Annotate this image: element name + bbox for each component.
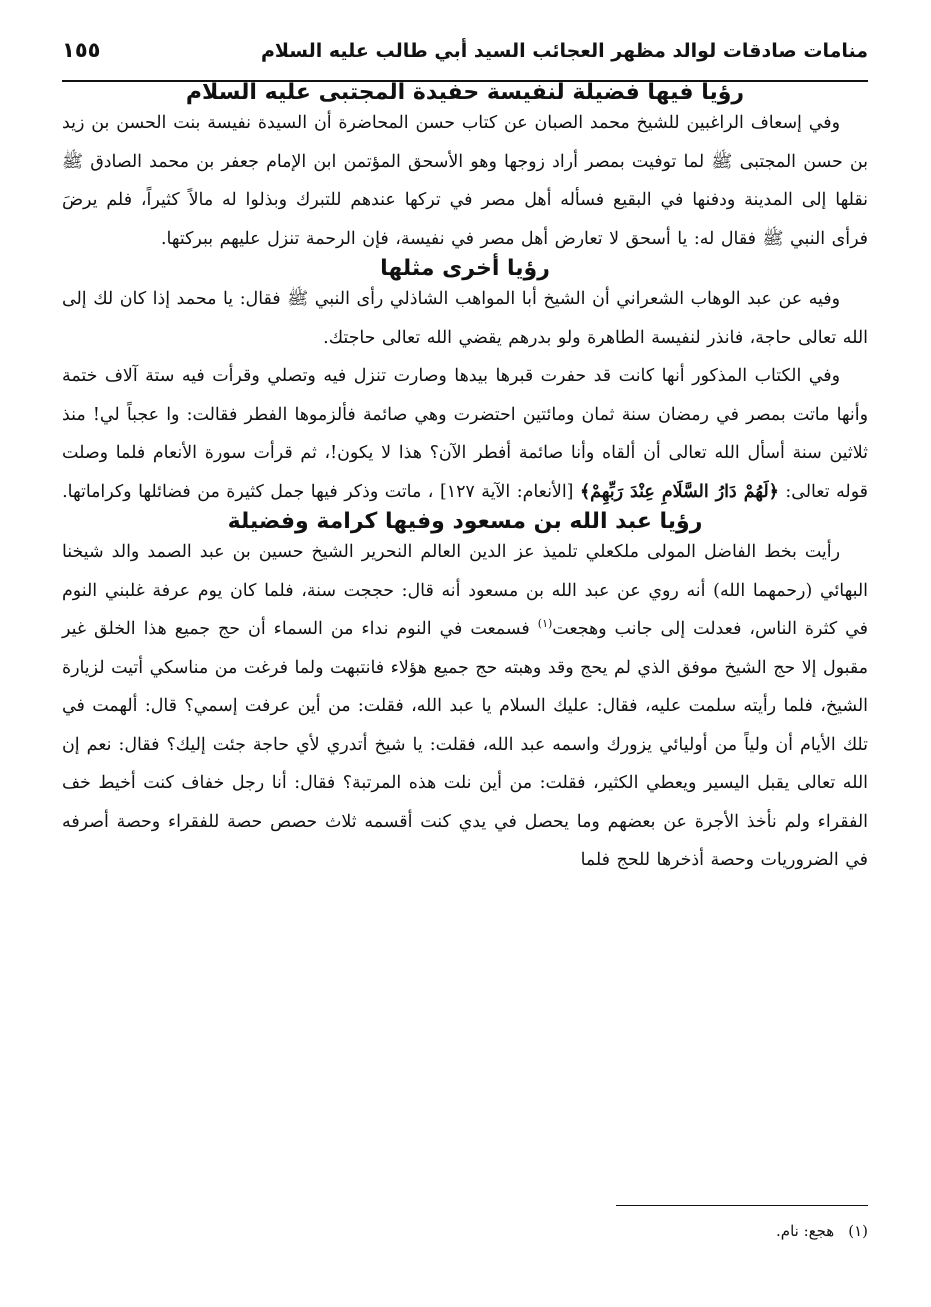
- section-heading-nafisa-virtue: رؤيا فيها فضيلة لنفيسة حفيدة المجتبى عليه السلام: [185, 80, 745, 105]
- running-title: منامات صادقات لوالد مظهر العجائب السيد أبي طالب عليه السلام: [260, 40, 868, 62]
- paragraph-nafisa-burial: وفي إسعاف الراغبين للشيخ محمد الصبان عن كتاب حسن المحاضرة أن السيدة نفيسة بنت الحسن بن زيد بن حسن المجتبى ﷺ لما توفيت بمصر أراد زوجها وهو الأسحق المؤتمن ابن الإمام جعفر بن محمد الصادق ﷺ نقلها إلى المدينة ودفنها في البقيع فسأله أهل مصر في تركها عندهم للتبرك وبذلوا له مالاً كثيراً، فلم يرضَ فرأى النبي ﷺ فقال له: يا أسحق لا تعارض أهل مصر في نفيسة، فإن الرحمة تنزل عليهم ببركتها.: [62, 113, 868, 249]
- footnote-reference[interactable]: (١): [537, 617, 553, 631]
- section-heading-ibn-masud: رؤيا عبد الله بن مسعود وفيها كرامة وفضيلة: [227, 509, 703, 534]
- paragraph-nafisa-grave-text: وفي الكتاب المذكور أنها كانت قد حفرت قبرها بيدها وصارت تنزل فيه وتصلي وقرأت فيه ستة آلاف ختمة وأنها ماتت بمصر في رمضان سنة ثمان ومائتين احتضرت وهي صائمة فألزموها الفطر فقالت: وا عجباً لي! منذ ثلاثين سنة أسأل الله تعالى أن ألقاه وأنا صائمة أفطر الآن؟ هذا لا يكون!، ثم قرأت سورة الأنعام فلما وصلت قوله تعالى:: [62, 366, 868, 502]
- quran-verse: ﴿لَهُمْ دَارُ السَّلَامِ عِنْدَ رَبِّهِمْ﴾: [579, 481, 779, 502]
- footnote-divider: [616, 1205, 868, 1206]
- footnote-number: (١): [848, 1222, 868, 1240]
- paragraph-abul-mawahib: وفيه عن عبد الوهاب الشعراني أن الشيخ أبا المواهب الشاذلي رأى النبي ﷺ فقال: يا محمد إذا كان لك إلى الله تعالى حاجة، فانذر لنفيسة الطاهرة ولو بدرهم يقضي الله تعالى حاجتك.: [62, 289, 868, 348]
- footnote-text: هجع: نام.: [776, 1222, 835, 1240]
- paragraph-nafisa-grave: [62, 357, 868, 511]
- section-heading-another-dream: رؤيا أخرى مثلها: [380, 256, 550, 281]
- paragraph-ibn-masud-rest: فسمعت في النوم نداء من السماء أن حج جميع هذا الخلق غير مقبول إلا حج الشيخ موفق الذي لم يحج وقد وهبته حج جميع هؤلاء فانتبهت ولما فرغت من مناسكي أتيت لزيارة الشيخ، فلما رأيته سلمت عليه، فقال: عليك السلام يا عبد الله، فقلت: من أين عرفت إسمي؟ قال: ألهمت في تلك الأيام أن ولياً من أوليائي يزورك واسمه عبد الله، فقلت: يا شيخ أتدري لأي حاجة جئت إليك؟ فقال: نعم إن الله تعالى يقبل اليسير ويعطي الكثير، فقلت: من أين نلت هذه المرتبة؟ فقال: أنا رجل خفاف كنت أخيط خف الفقراء ولم نأخذ الأجرة عن بعضهم وما يحصل في يدي كنت أقسمه ثلاث حصص حصة للفقراء وحصة أصرفه في الضروريات وحصة أذخرها للحج فلما: [62, 619, 868, 870]
- running-header: [62, 28, 868, 82]
- paragraph-ibn-masud: [62, 533, 868, 880]
- paragraph-ibn-masud-start: رأيت بخط الفاضل المولى ملكعلي تلميذ عز الدين العالم النحرير الشيخ حسين بن عبد الصمد والد شيخنا البهائي (رحمهما الله) أنه روي عن عبد الله بن مسعود أنه قال: حججت سنة، فلما كان يوم عرفة غلبني النوم في كثرة الناس، فعدلت إلى جانب وهجعت: [62, 542, 868, 639]
- book-page: [62, 28, 868, 1278]
- footnote: [776, 1222, 868, 1240]
- quran-reference: [الأنعام: الآية ١٢٧]: [439, 481, 574, 502]
- page-number: ١٥٥: [62, 38, 101, 62]
- paragraph-nafisa-grave-ending: ، ماتت وذكر فيها جمل كثيرة من فضائلها وكراماتها.: [62, 481, 434, 502]
